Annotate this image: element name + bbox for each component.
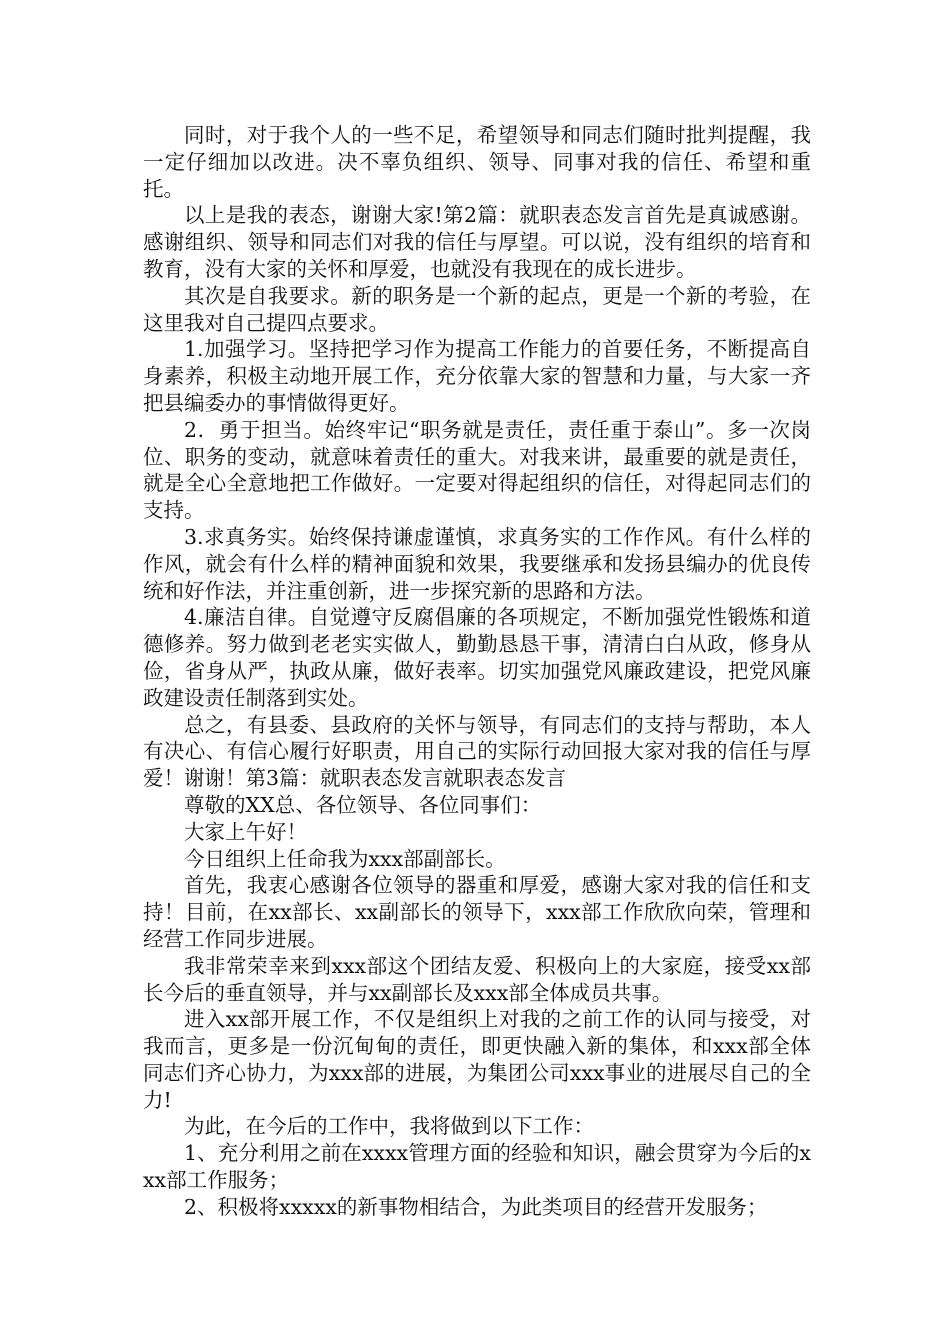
paragraph-17: 2、积极将xxxxx的新事物相结合，为此类项目的经营开发服务； xyxy=(184,1194,768,1219)
paragraph-4: 1.加强学习。坚持把学习作为提高工作能力的首要任务，不断提高自身素养，积极主动地开展工作，充分依靠大家的智慧和力量，与大家一齐把县编委办的事情做得更好。 xyxy=(143,337,811,415)
paragraph-3: 其次是自我要求。新的职务是一个新的起点，更是一个新的考验，在这里我对自己提四点要求。 xyxy=(143,283,811,335)
paragraph-2: 以上是我的表态，谢谢大家!第2篇：就职表态发言首先是真诚感谢。感谢组织、领导和同志们对我的信任与厚望。可以说，没有组织的培育和教育，没有大家的关怀和厚爱，也就没有我现在的成长进步。 xyxy=(143,203,811,281)
paragraph-9: 尊敬的XX总、各位领导、各位同事们： xyxy=(184,792,542,817)
paragraph-1: 同时，对于我个人的一些不足，希望领导和同志们随时批判提醒，我一定仔细加以改进。决不辜负组织、领导、同事对我的信任、希望和重托。 xyxy=(143,123,811,201)
paragraph-8: 总之，有县委、县政府的关怀与领导，有同志们的支持与帮助，本人有决心、有信心履行好职责，用自己的实际行动回报大家对我的信任与厚爱！谢谢！第3篇：就职表态发言就职表态发言 xyxy=(143,712,811,791)
paragraph-15: 为此，在今后的工作中，我将做到以下工作： xyxy=(184,1114,594,1139)
paragraph-7: 4.廉洁自律。自觉遵守反腐倡廉的各项规定，不断加强党性锻炼和道德修养。努力做到老老实实做人，勤勤恳恳干事，清清白白从政，修身从俭，省身从严，执政从廉，做好表率。切实加强党风廉政建设，把党风廉政建设责任制落到实处。 xyxy=(143,605,811,710)
paragraph-10: 大家上午好！ xyxy=(184,819,307,844)
paragraph-12: 首先，我衷心感谢各位领导的器重和厚爱，感谢大家对我的信任和支持！目前，在xx部长、xx副部长的领导下，xxx部工作欣欣向荣，管理和经营工作同步进展。 xyxy=(143,873,811,951)
paragraph-14: 进入xx部开展工作，不仅是组织上对我的之前工作的认同与接受，对我而言，更多是一份沉甸甸的责任，即更快融入新的集体，和xxx部全体同志们齐心协力，为xxx部的进展，为集团公司xxx事业的进展尽自己的全力! xyxy=(143,1007,811,1112)
paragraph-5: 2．勇于担当。始终牢记“职务就是责任，责任重于泰山”。多一次岗位、职务的变动，就意味着责任的重大。对我来讲，最重要的就是责任，就是全心全意地把工作做好。一定要对得起组织的信任，对得起同志们的支持。 xyxy=(143,417,811,523)
paragraph-13: 我非常荣幸来到xxx部这个团结友爱、积极向上的大家庭，接受xx部长今后的垂直领导，并与xx副部长及xxx部全体成员共事。 xyxy=(143,953,811,1005)
paragraph-16: 1、充分利用之前在xxxx管理方面的经验和知识，融会贯穿为今后的xxx部工作服务； xyxy=(143,1141,811,1193)
document-body xyxy=(143,122,811,1221)
paragraph-11: 今日组织上任命我为xxx部副部长。 xyxy=(184,846,506,871)
paragraph-6: 3.求真务实。始终保持谦虚谨慎，求真务实的工作作风。有什么样的作风，就会有什么样的精神面貌和效果，我要继承和发扬县编办的优良传统和好作法，并注重创新，进一步探究新的思路和方法。 xyxy=(143,524,811,603)
